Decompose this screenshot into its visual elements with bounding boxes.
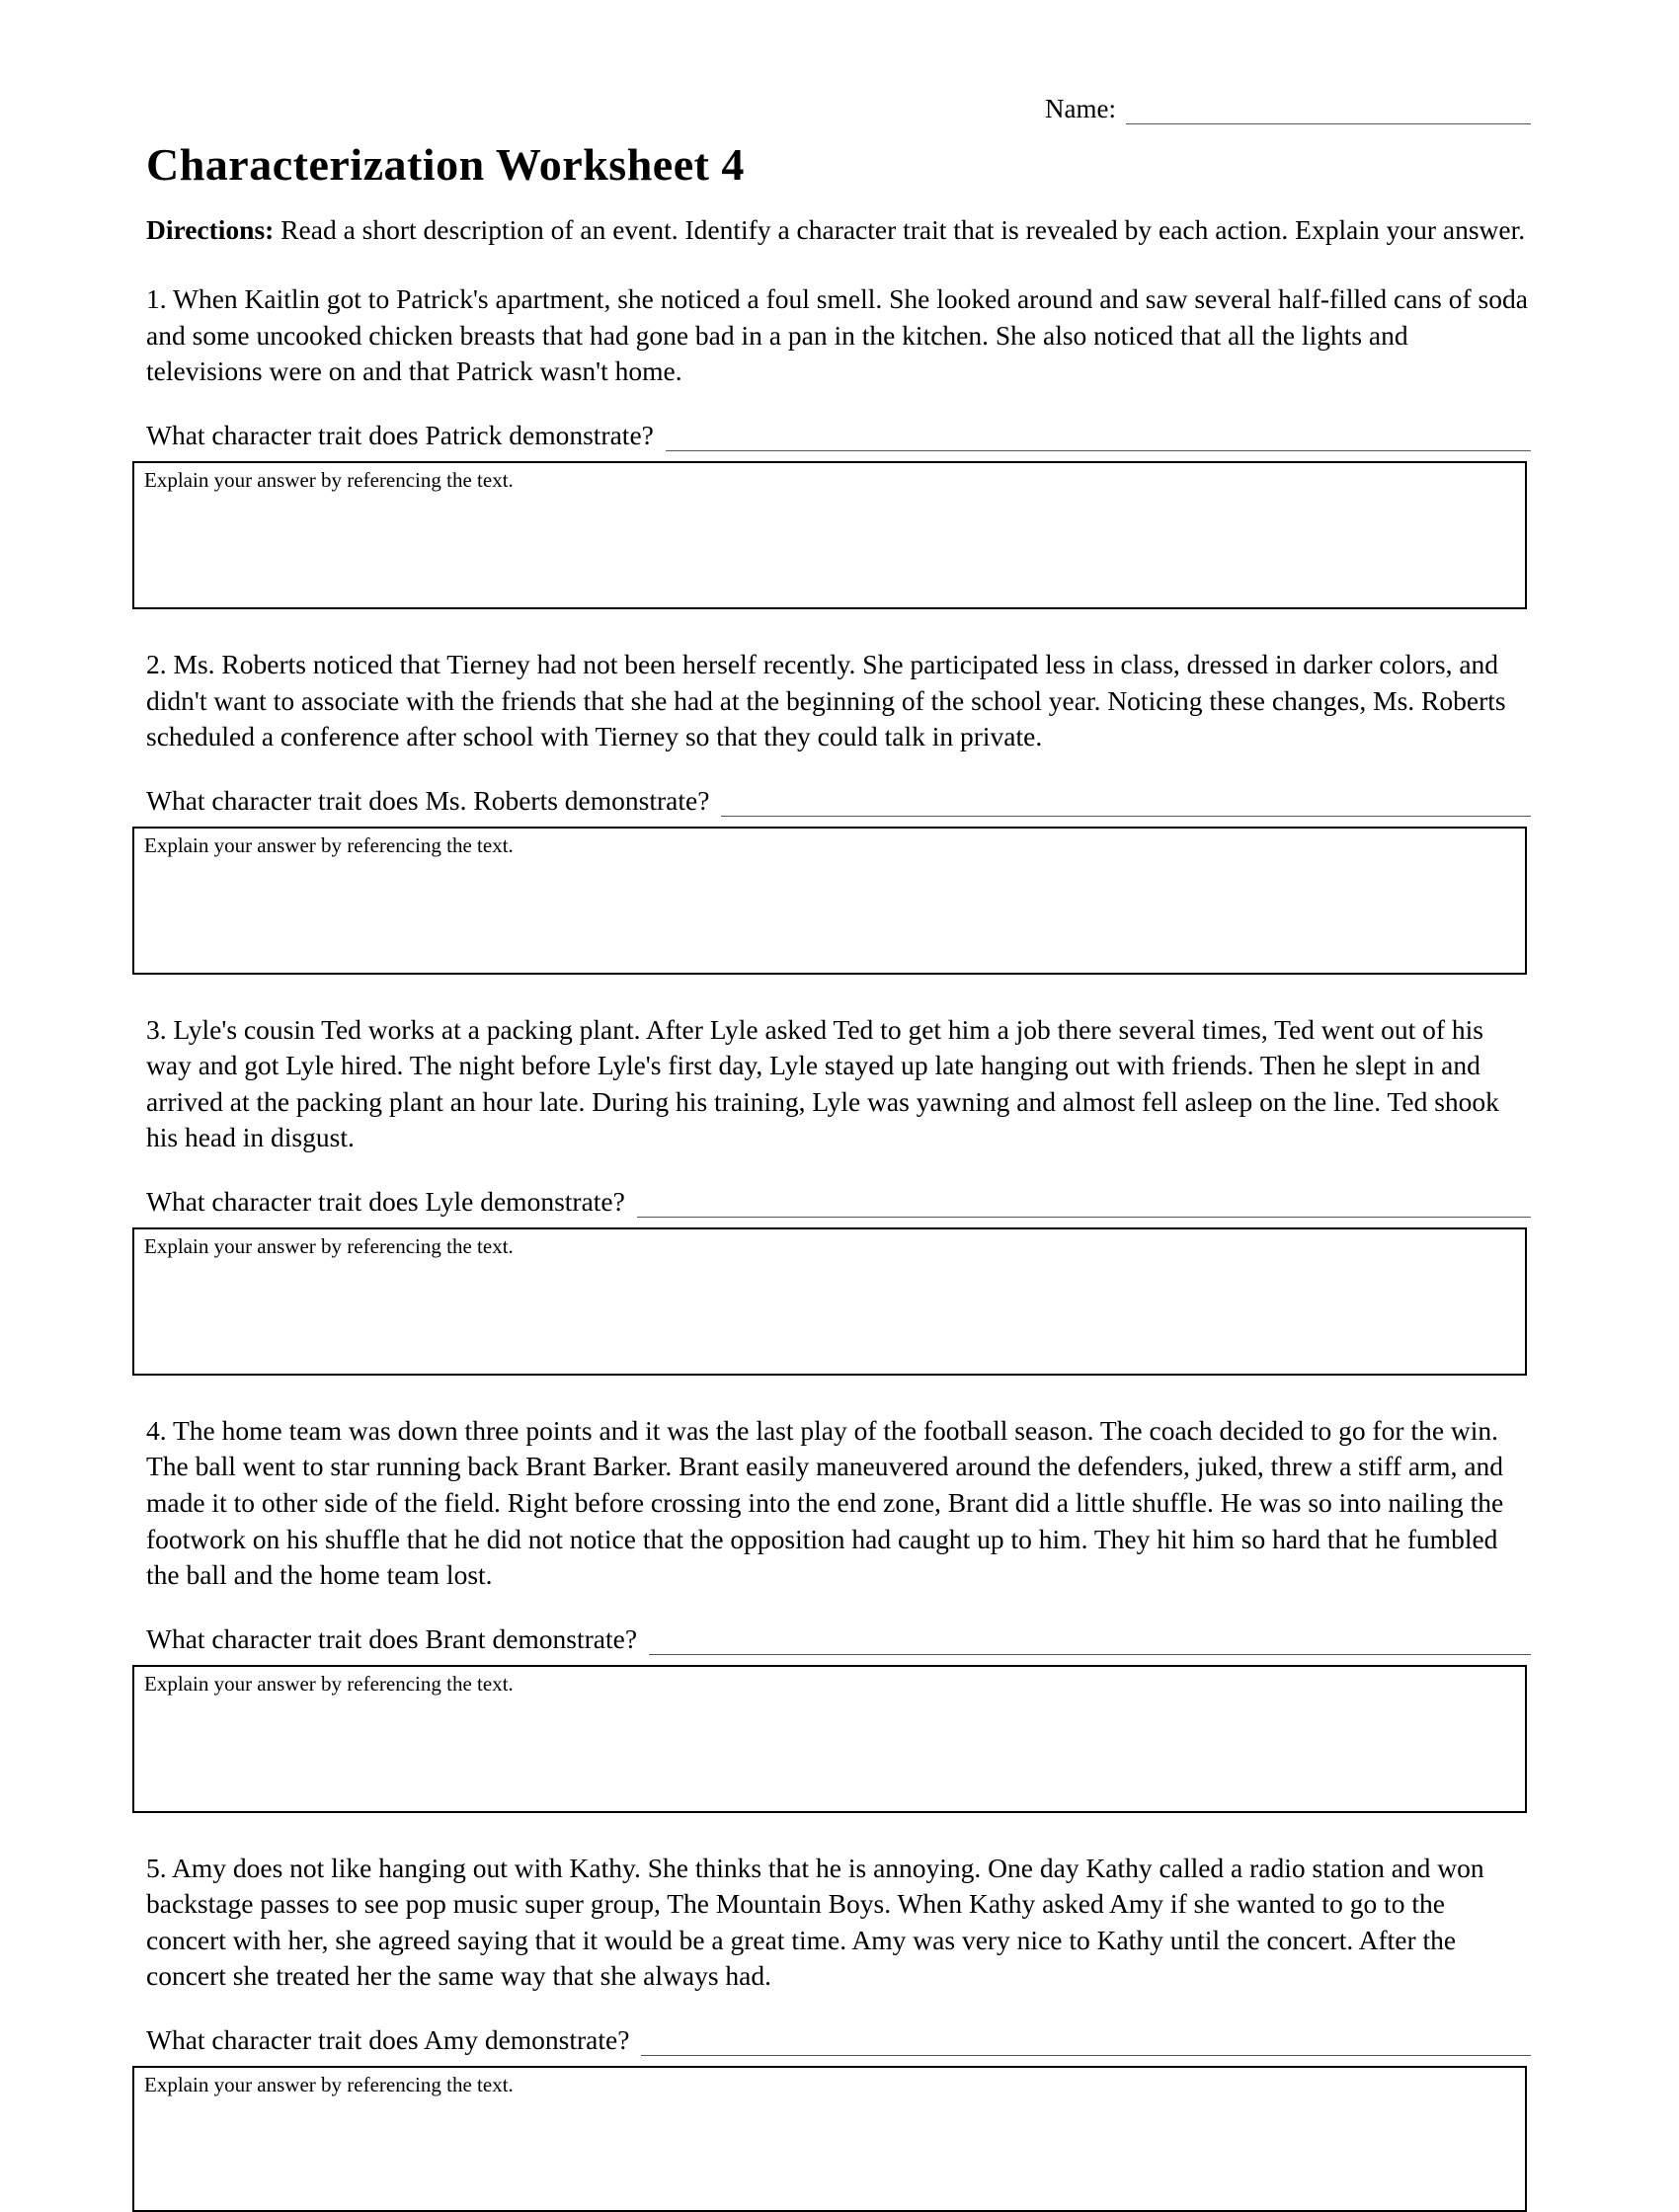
- answer-blank-line: [641, 2024, 1531, 2056]
- prompt-text: What character trait does Patrick demonstrate?: [146, 419, 654, 450]
- name-blank-line: [1126, 95, 1531, 124]
- question-block-3: [146, 1012, 1531, 1376]
- question-number: 2.: [146, 648, 167, 679]
- passage-text: Lyle's cousin Ted works at a packing plant. After Lyle asked Ted to get him a job there several times, Ted went out of his way and got Lyle hired. The night before Lyle's first day, Lyle stayed up late hanging out with friends. Then he slept in and arrived at the packing plant an hour late. During his training, Lyle was yawning and almost fell asleep on the line. Ted shook his head in disgust.: [146, 1013, 1499, 1153]
- answer-box-label: Explain your answer by referencing the text.: [144, 467, 514, 492]
- prompt-text: What character trait does Lyle demonstrate?: [146, 1185, 625, 1217]
- question-number: 3.: [146, 1013, 167, 1045]
- question-block-1: [146, 281, 1531, 609]
- answer-blank-line: [637, 1186, 1531, 1218]
- prompt-row: [146, 1623, 1531, 1655]
- passage: [146, 647, 1531, 755]
- answer-box: [132, 461, 1527, 609]
- question-number: 4.: [146, 1414, 167, 1446]
- answer-box: [132, 2066, 1527, 2212]
- directions-label: Directions:: [146, 214, 275, 245]
- prompt-row: [146, 2024, 1531, 2056]
- passage-text: When Kaitlin got to Patrick's apartment, she noticed a foul smell. She looked around and saw several half-filled cans of soda and some uncooked chicken breasts that had gone bad in a pan in the kitchen. She also noticed that all the lights and televisions were on and that Patrick wasn't home.: [146, 283, 1528, 387]
- passage: [146, 1012, 1531, 1156]
- answer-box: [132, 1665, 1527, 1813]
- prompt-text: What character trait does Ms. Roberts demonstrate?: [146, 784, 710, 816]
- page-title: Characterization Worksheet 4: [146, 139, 745, 190]
- question-block-5: [146, 1851, 1531, 2212]
- answer-box: [132, 827, 1527, 975]
- answer-blank-line: [721, 785, 1531, 817]
- question-block-4: [146, 1413, 1531, 1813]
- answer-box-label: Explain your answer by referencing the text.: [144, 832, 514, 857]
- question-number: 5.: [146, 1852, 167, 1883]
- name-label: Name:: [1045, 94, 1116, 123]
- passage: [146, 1413, 1531, 1594]
- directions: [146, 212, 1531, 248]
- answer-blank-line: [666, 420, 1531, 451]
- passage-text: Ms. Roberts noticed that Tierney had not been herself recently. She participated less in class, dressed in darker colors, and didn't want to associate with the friends that she had at the beginning of the school year. Noticing these changes, Ms. Roberts scheduled a conference after school with Tierney so that they could talk in private.: [146, 648, 1506, 752]
- name-row: [146, 94, 1531, 124]
- question-number: 1.: [146, 283, 167, 315]
- answer-box: [132, 1227, 1527, 1376]
- directions-text: Read a short description of an event. Identify a character trait that is revealed by each action. Explain your answer.: [274, 214, 1526, 245]
- prompt-text: What character trait does Amy demonstrate?: [146, 2023, 630, 2055]
- prompt-row: [146, 1186, 1531, 1218]
- question-block-2: [146, 647, 1531, 975]
- answer-box-label: Explain your answer by referencing the text.: [144, 2072, 514, 2096]
- prompt-text: What character trait does Brant demonstrate?: [146, 1622, 638, 1654]
- answer-blank-line: [649, 1623, 1531, 1655]
- answer-box-label: Explain your answer by referencing the text.: [144, 1671, 514, 1696]
- passage-text: The home team was down three points and it was the last play of the football season. The coach decided to go for the win. The ball went to star running back Brant Barker. Brant easily maneuvered around the defenders, juked, threw a stiff arm, and made it to other side of the field. Right before crossing into the end zone, Brant did a little shuffle. He was so into nailing the footwork on his shuffle that he did not notice that the opposition had caught up to him. They hit him so hard that he fumbled the ball and the home team lost.: [146, 1414, 1504, 1591]
- prompt-row: [146, 420, 1531, 451]
- passage-text: Amy does not like hanging out with Kathy. She thinks that he is annoying. One day Kathy called a radio station and won backstage passes to see pop music super group, The Mountain Boys. When Kathy asked Amy if she wanted to go to the concert with her, she agreed saying that it would be a great time. Amy was very nice to Kathy until the concert. After the concert she treated her the same way that she always had.: [146, 1852, 1484, 1992]
- prompt-row: [146, 785, 1531, 817]
- passage: [146, 1851, 1531, 1995]
- passage: [146, 281, 1531, 390]
- answer-box-label: Explain your answer by referencing the text.: [144, 1233, 514, 1258]
